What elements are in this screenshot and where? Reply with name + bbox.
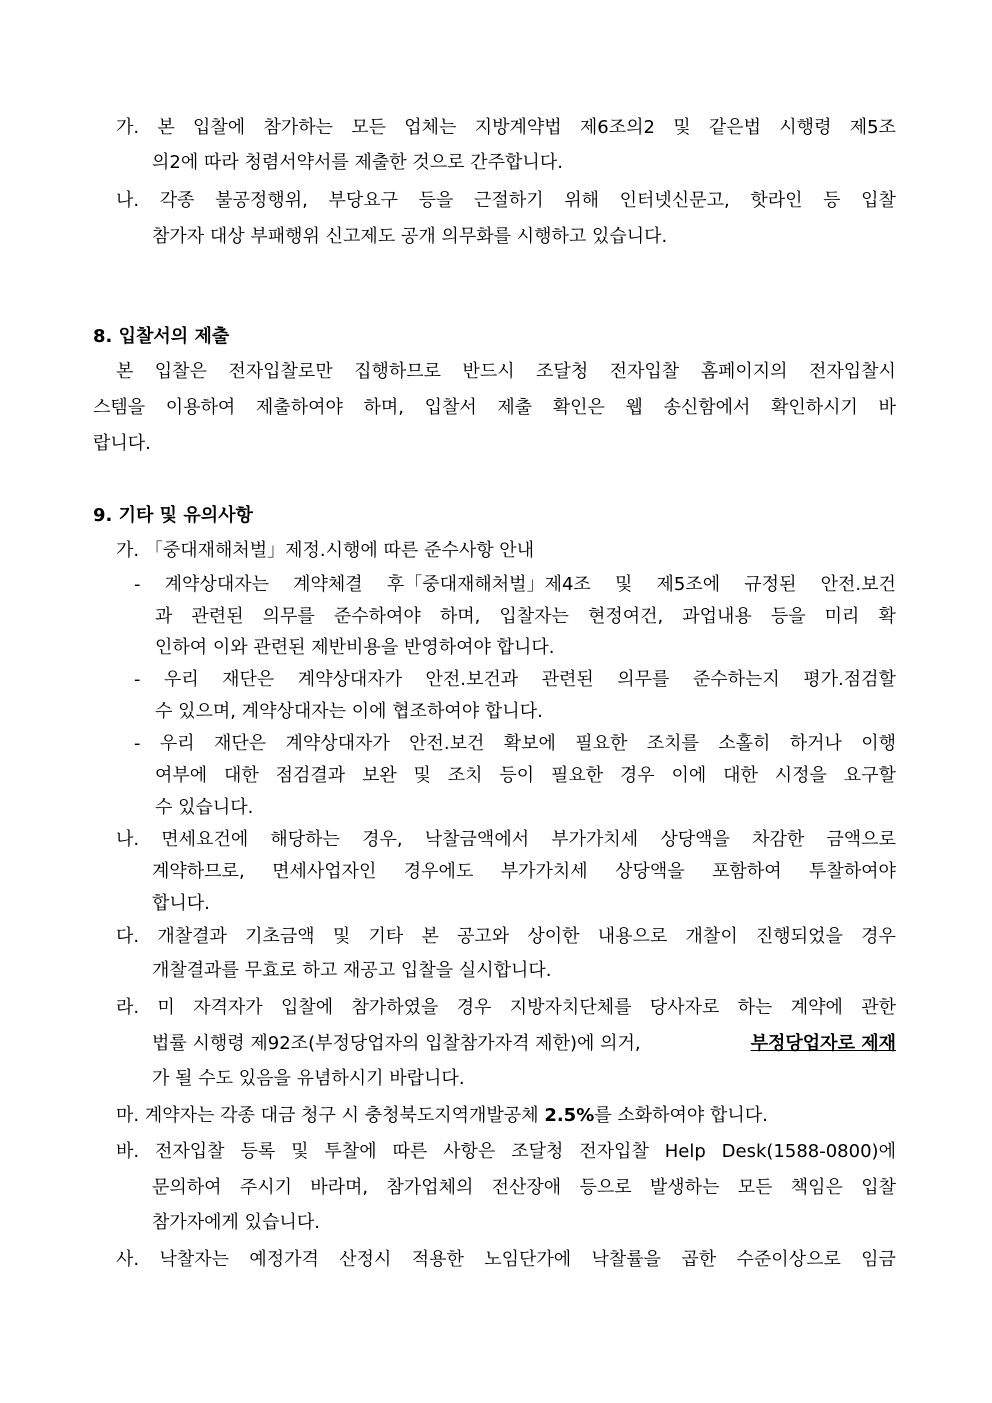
word: 전자입찰 bbox=[579, 1141, 649, 1162]
section-9-ra-line-2 bbox=[152, 1029, 896, 1059]
ma-text-pre: 마. 계약자는 각종 대금 청구 시 충청북도지역개발공체 bbox=[116, 1105, 545, 1126]
word: 등을 bbox=[770, 606, 806, 627]
word: 및 bbox=[673, 117, 691, 138]
section-9-da-line-2: 개찰결과를 무효로 하고 재공고 입찰을 실시합니다. bbox=[152, 960, 552, 981]
word: 부가가치세 bbox=[500, 861, 588, 882]
word: - bbox=[134, 669, 141, 690]
word: 필요한 bbox=[550, 765, 604, 786]
word: 업체는 bbox=[404, 117, 457, 138]
word: 참가업체의 bbox=[386, 1177, 474, 1198]
word: 라. bbox=[116, 997, 140, 1018]
word: 주시기 bbox=[239, 1177, 292, 1198]
word: 제5조에 bbox=[656, 574, 721, 595]
section-9-ga-title: 가. 「중대재해처벌」제정.시행에 따른 준수사항 안내 bbox=[116, 540, 535, 561]
word: 계약에 bbox=[790, 997, 843, 1018]
word: 웹 bbox=[625, 397, 643, 418]
word: 사. bbox=[116, 1249, 140, 1270]
word: 부가가치세 bbox=[551, 829, 639, 850]
word: 본 bbox=[157, 117, 175, 138]
word: 시정을 bbox=[774, 765, 827, 786]
word: - bbox=[134, 574, 141, 595]
word: 자격자가 bbox=[193, 997, 263, 1018]
word: 핫라인 bbox=[750, 190, 803, 211]
word: 제출하여야 bbox=[255, 397, 343, 418]
word: 관련된 bbox=[541, 669, 594, 690]
section-9-ra-line-1 bbox=[116, 993, 896, 1023]
word: 입찰은 bbox=[154, 361, 207, 382]
word: 노임단가에 bbox=[484, 1249, 572, 1270]
word: 안전.보건과 bbox=[425, 669, 519, 690]
word: 시행령 bbox=[779, 117, 832, 138]
word: 확보에 bbox=[503, 733, 556, 754]
item-na-line-1 bbox=[116, 186, 896, 216]
word: 투찰하여야 bbox=[808, 861, 896, 882]
word: 입찰에 bbox=[280, 997, 334, 1018]
word: 등 bbox=[823, 190, 841, 211]
word: 기초금액 bbox=[245, 926, 315, 947]
word: 입찰 bbox=[861, 1177, 896, 1198]
word: 소홀히 bbox=[718, 733, 771, 754]
word: 전자입찰 bbox=[609, 361, 680, 382]
section-9-title: 9. 기타 및 유의사항 bbox=[93, 505, 253, 526]
word: 관련된 bbox=[191, 606, 244, 627]
word: 확인하시기 bbox=[771, 397, 858, 418]
word: 등으로 bbox=[579, 1177, 632, 1198]
word: 전자입찰시 bbox=[808, 361, 896, 382]
word: 재단은 bbox=[213, 733, 267, 754]
word: 및 bbox=[291, 1141, 309, 1162]
word: 및 bbox=[614, 574, 633, 595]
word: 입찰에 bbox=[193, 117, 246, 138]
word: 우리 bbox=[159, 733, 195, 754]
word: 바 bbox=[878, 397, 896, 418]
word: 면세사업자인 bbox=[272, 861, 377, 882]
section-8-line-2 bbox=[93, 393, 896, 423]
ra-line-2-text: 법률 시행령 제92조(부정당업자의 입찰참가자격 제한)에 의거, bbox=[152, 1033, 641, 1054]
word: 입찰 bbox=[861, 190, 896, 211]
word: 지방자치단체를 bbox=[509, 997, 632, 1018]
word: 의무를 bbox=[617, 669, 670, 690]
word: 경우 bbox=[861, 926, 896, 947]
word: 조달청 bbox=[511, 1141, 564, 1162]
word: 확 bbox=[878, 606, 896, 627]
word: 이에 bbox=[671, 765, 707, 786]
word: 후「중대재해처벌」제4조 bbox=[386, 574, 591, 595]
word: Help bbox=[664, 1141, 706, 1162]
word: 지방계약법 bbox=[474, 117, 562, 138]
word: 점검결과 bbox=[275, 765, 346, 786]
word: 가. bbox=[116, 117, 140, 138]
word: 예정가격 bbox=[249, 1249, 319, 1270]
word: 수준이상으로 bbox=[736, 1249, 841, 1270]
section-8-line-3: 랍니다. bbox=[93, 433, 151, 454]
word: 및 bbox=[332, 926, 351, 947]
word: 안전.보건 bbox=[409, 733, 485, 754]
ga-bullet-1-line-3: 인하여 이와 관련된 제반비용을 반영하여야 합니다. bbox=[155, 637, 555, 658]
word: 입찰자는 bbox=[499, 606, 569, 627]
section-9-da-line-1 bbox=[116, 922, 896, 952]
word: 바라며, bbox=[310, 1177, 369, 1198]
word: 계약상대자는 bbox=[164, 574, 269, 595]
word: 상당액을 bbox=[615, 861, 685, 882]
word: 입찰서 bbox=[424, 397, 477, 418]
word: 계약하므로, bbox=[152, 861, 245, 882]
word: 과 bbox=[155, 606, 173, 627]
word: 등을 bbox=[418, 190, 454, 211]
word: 미리 bbox=[824, 606, 860, 627]
word: 전자입찰 bbox=[155, 1141, 225, 1162]
word: 경우 bbox=[456, 997, 492, 1018]
word: 조달청 bbox=[536, 361, 589, 382]
word: 제5조 bbox=[849, 117, 896, 138]
word: 책임은 bbox=[790, 1177, 843, 1198]
word: 전자입찰로만 bbox=[228, 361, 333, 382]
ga-bullet-2-line-2: 수 있으며, 계약상대자는 이에 협조하여야 합니다. bbox=[155, 701, 543, 722]
word: 요구할 bbox=[843, 765, 896, 786]
item-ga-line-2: 의2에 따라 청렴서약서를 제출한 것으로 간주합니다. bbox=[152, 152, 563, 173]
section-9-ba-line-1 bbox=[116, 1137, 896, 1167]
section-9-ma-line bbox=[116, 1101, 896, 1131]
word: 포함하여 bbox=[712, 861, 782, 882]
word: 대한 bbox=[223, 765, 259, 786]
word: 하는 bbox=[737, 997, 773, 1018]
ga-bullet-3-line-3: 수 있습니다. bbox=[155, 797, 254, 818]
section-9-sa-line-1 bbox=[116, 1245, 896, 1275]
word: 하거나 bbox=[789, 733, 842, 754]
section-8-line-1 bbox=[116, 357, 896, 387]
word: 조치를 bbox=[646, 733, 699, 754]
word: 이행 bbox=[861, 733, 896, 754]
word: 다. bbox=[116, 926, 140, 947]
word: 해당하는 bbox=[270, 829, 340, 850]
word: 참가하였을 bbox=[351, 997, 439, 1018]
word: 본 bbox=[116, 361, 134, 382]
ma-percent: 2.5% bbox=[544, 1105, 595, 1126]
word: 발생하는 bbox=[649, 1177, 720, 1198]
word: 곱한 bbox=[681, 1249, 717, 1270]
word: 임금 bbox=[861, 1249, 896, 1270]
word: 적용한 bbox=[411, 1249, 464, 1270]
word: 같은법 bbox=[708, 117, 762, 138]
word: 계약상대자가 bbox=[285, 733, 390, 754]
word: 준수하는지 bbox=[692, 669, 780, 690]
section-9-na-line-3: 합니다. bbox=[152, 893, 210, 914]
word: 등이 bbox=[499, 765, 535, 786]
word: 미 bbox=[157, 997, 175, 1018]
section-9-ba-line-2 bbox=[152, 1173, 896, 1203]
word: 사항은 bbox=[443, 1141, 496, 1162]
ga-bullet-1-line-1 bbox=[134, 570, 896, 600]
word: 낙찰자는 bbox=[159, 1249, 230, 1270]
word: 반드시 bbox=[462, 361, 515, 382]
word: 의무를 bbox=[262, 606, 315, 627]
word: 홈페이지의 bbox=[700, 361, 788, 382]
section-9-na-line-2 bbox=[152, 857, 896, 887]
word: 과업내용 bbox=[682, 606, 752, 627]
item-na-line-2: 참가자 대상 부패행위 신고제도 공개 의무화를 시행하고 있습니다. bbox=[152, 226, 668, 247]
word: 개찰결과 bbox=[157, 926, 227, 947]
word: 준수하여야 bbox=[333, 606, 421, 627]
word: 경우에도 bbox=[403, 861, 474, 882]
word: 금액으로 bbox=[826, 829, 896, 850]
word: 각종 bbox=[159, 190, 195, 211]
word: 참가하는 bbox=[263, 117, 333, 138]
section-9-ba-line-3: 참가자에게 있습니다. bbox=[152, 1212, 320, 1233]
word: - bbox=[134, 733, 141, 754]
word: 공고와 bbox=[457, 926, 510, 947]
word: 조치 bbox=[447, 765, 483, 786]
section-8-title: 8. 입찰서의 제출 bbox=[93, 326, 230, 347]
word: 불공정행위, bbox=[215, 190, 308, 211]
word: 필요한 bbox=[575, 733, 628, 754]
word: 송신함에서 bbox=[663, 397, 751, 418]
word: 경우 bbox=[619, 765, 655, 786]
ga-bullet-3-line-2 bbox=[155, 761, 896, 791]
word: 이용하여 bbox=[165, 397, 236, 418]
word: 모든 bbox=[351, 117, 387, 138]
word: 평가.점검할 bbox=[803, 669, 896, 690]
word: 전산장애 bbox=[491, 1177, 562, 1198]
word: 현정여건, bbox=[587, 606, 664, 627]
word: 및 bbox=[413, 765, 431, 786]
word: 근절하기 bbox=[474, 190, 544, 211]
word: 모든 bbox=[737, 1177, 773, 1198]
section-9-ra-line-3: 가 될 수도 있음을 유념하시기 바랍니다. bbox=[152, 1068, 465, 1089]
ga-bullet-3-line-1 bbox=[134, 729, 896, 759]
word: 낙찰률을 bbox=[591, 1249, 662, 1270]
word: 제6조의2 bbox=[579, 117, 655, 138]
word: 하며, bbox=[363, 397, 404, 418]
word: 계약체결 bbox=[293, 574, 363, 595]
word: 규정된 bbox=[744, 574, 797, 595]
word: 본 bbox=[421, 926, 439, 947]
ga-bullet-1-line-2 bbox=[155, 602, 896, 632]
word: 하며, bbox=[439, 606, 481, 627]
ra-emphasis: 부정당업자로 제재 bbox=[750, 1033, 896, 1054]
word: 관한 bbox=[861, 997, 896, 1018]
word: 낙찰금액에서 bbox=[424, 829, 530, 850]
word: 당사자로 bbox=[649, 997, 720, 1018]
word: 경우, bbox=[362, 829, 403, 850]
item-ga-line-1 bbox=[116, 113, 896, 143]
word: 나. bbox=[116, 829, 140, 850]
word: 위해 bbox=[564, 190, 600, 211]
word: 등록 bbox=[240, 1141, 276, 1162]
word: 나. bbox=[116, 190, 140, 211]
word: 대한 bbox=[723, 765, 758, 786]
word: 진행되었을 bbox=[755, 926, 843, 947]
word: 문의하여 bbox=[152, 1177, 222, 1198]
word: 차감한 bbox=[752, 829, 805, 850]
word: 바. bbox=[116, 1141, 140, 1162]
word: 면세요건에 bbox=[161, 829, 249, 850]
word: 확인은 bbox=[552, 397, 605, 418]
word: 안전.보건 bbox=[820, 574, 896, 595]
word: 내용으로 bbox=[597, 926, 668, 947]
word: Desk(1588-0800)에 bbox=[721, 1141, 896, 1162]
word: 따른 bbox=[392, 1141, 428, 1162]
word: 보완 bbox=[361, 765, 397, 786]
word: 제출 bbox=[497, 397, 533, 418]
word: 인터넷신문고, bbox=[619, 190, 730, 211]
word: 계약상대자가 bbox=[297, 669, 403, 690]
word: 산정시 bbox=[339, 1249, 392, 1270]
word: 투찰에 bbox=[324, 1141, 377, 1162]
word: 스템을 bbox=[93, 397, 146, 418]
word: 집행하므로 bbox=[354, 361, 442, 382]
ma-text-post: 를 소화하여야 합니다. bbox=[594, 1105, 768, 1126]
word: 개찰이 bbox=[685, 926, 738, 947]
word: 부당요구 bbox=[328, 190, 399, 211]
word: 여부에 bbox=[155, 765, 208, 786]
word: 우리 bbox=[163, 669, 199, 690]
word: 상당액을 bbox=[660, 829, 730, 850]
word: 재단은 bbox=[222, 669, 275, 690]
word: 상이한 bbox=[527, 926, 580, 947]
ga-bullet-2-line-1 bbox=[134, 665, 896, 695]
section-9-na-line-1 bbox=[116, 825, 896, 855]
word: 기타 bbox=[368, 926, 404, 947]
